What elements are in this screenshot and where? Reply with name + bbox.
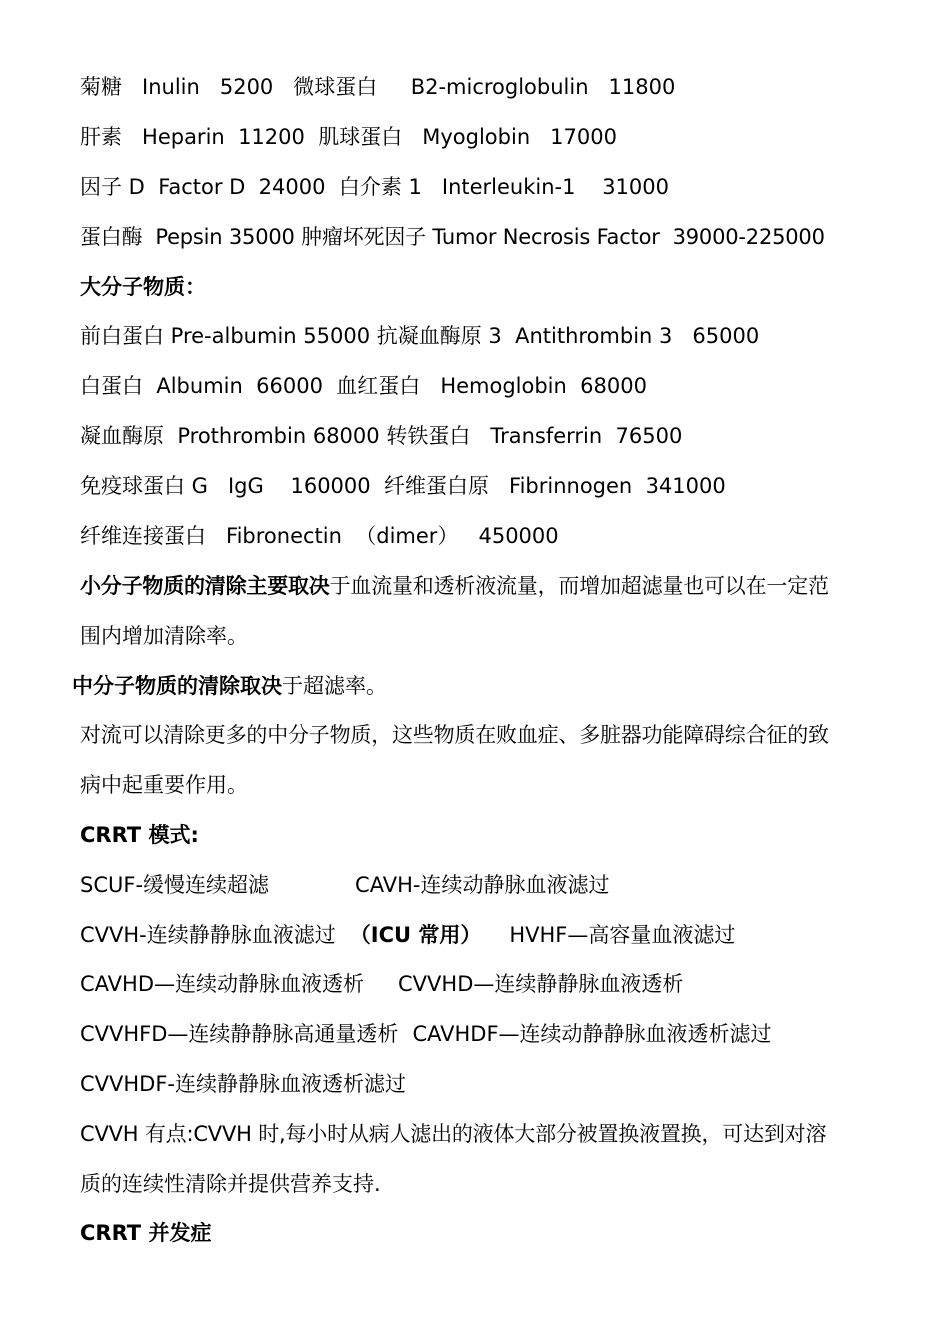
text-line-albumin: 白蛋白 Albumin 66000 血红蛋白 Hemoglobin 68000 xyxy=(80,374,647,398)
mode-scuf: SCUF-缓慢连续超滤 xyxy=(80,873,270,897)
mode-hvhf: HVHF—高容量血液滤过 xyxy=(509,923,736,947)
text-line-igg: 免疫球蛋白 G IgG 160000 纤维蛋白原 Fibrinnogen 341000 xyxy=(80,474,726,498)
paragraph-middle-molecule-clearance xyxy=(72,672,387,700)
paragraph-small-molecule-clearance-cont: 围内增加清除率。 xyxy=(80,624,248,648)
paragraph-text: 于血流量和透析液流量，而增加超滤量也可以在一定范 xyxy=(329,574,829,598)
paragraph-text: 于超滤率。 xyxy=(282,674,387,698)
mode-cvvhd: CVVHD—连续静静脉血液透析 xyxy=(398,972,684,996)
mode-row-2 xyxy=(80,921,735,949)
text-line-fibronectin: 纤维连接蛋白 Fibronectin （dimer） 450000 xyxy=(80,524,559,548)
mode-cavhdf: CAVHDF—连续动静静脉血液透析滤过 xyxy=(412,1022,772,1046)
text-line-prothrombin: 凝血酶原 Prothrombin 68000 转铁蛋白 Transferrin 76500 xyxy=(80,424,683,448)
paragraph-cvvh-advantages-cont: 质的连续性清除并提供营养支持. xyxy=(80,1172,381,1196)
mode-row-4 xyxy=(80,1020,772,1048)
paragraph-cvvh-advantages: CVVH 有点:CVVH 时,每小时从病人滤出的液体大部分被置换液置换，可达到对溶 xyxy=(80,1122,827,1146)
text-line-heparin: 肝素 Heparin 11200 肌球蛋白 Myoglobin 17000 xyxy=(80,125,617,149)
mode-cavh: CAVH-连续动静脉血液滤过 xyxy=(355,873,610,897)
text-line-prealbumin: 前白蛋白 Pre-albumin 55000 抗凝血酶原 3 Antithrombin 3 65000 xyxy=(80,324,760,348)
mode-cvvh-note: （ICU 常用） xyxy=(349,923,482,947)
emphasis-text: 小分子物质的清除主要取决 xyxy=(80,574,330,598)
emphasis-text: 中分子物质的清除取决 xyxy=(72,674,282,698)
mode-cvvh: CVVH-连续静静脉血液滤过 xyxy=(80,923,336,947)
paragraph-convection-cont: 病中起重要作用。 xyxy=(80,773,248,797)
mode-row-3 xyxy=(80,970,683,998)
section-heading-macromolecules: 大分子物质： xyxy=(80,275,206,299)
text-line-inulin: 菊糖 Inulin 5200 微球蛋白 B2-microglobulin 11800 xyxy=(80,75,676,99)
mode-cvvhfd: CVVHFD—连续静静脉高通量透析 xyxy=(80,1022,399,1046)
mode-cvvhdf: CVVHDF-连续静静脉血液透析滤过 xyxy=(80,1072,407,1096)
mode-row-1 xyxy=(80,871,609,899)
paragraph-convection: 对流可以清除更多的中分子物质，这些物质在败血症、多脏器功能障碍综合征的致 xyxy=(80,723,829,747)
section-heading-crrt-modes: CRRT 模式: xyxy=(80,823,199,847)
text-line-factor-d: 因子 D Factor D 24000 白介素 1 Interleukin-1 31000 xyxy=(80,175,669,199)
section-heading-crrt-complications: CRRT 并发症 xyxy=(80,1221,212,1245)
mode-row-5 xyxy=(80,1070,406,1098)
paragraph-small-molecule-clearance xyxy=(80,572,829,600)
text-line-pepsin: 蛋白酶 Pepsin 35000 肿瘤坏死因子 Tumor Necrosis Factor 39000-225000 xyxy=(80,225,825,249)
mode-cavhd: CAVHD—连续动静脉血液透析 xyxy=(80,972,365,996)
